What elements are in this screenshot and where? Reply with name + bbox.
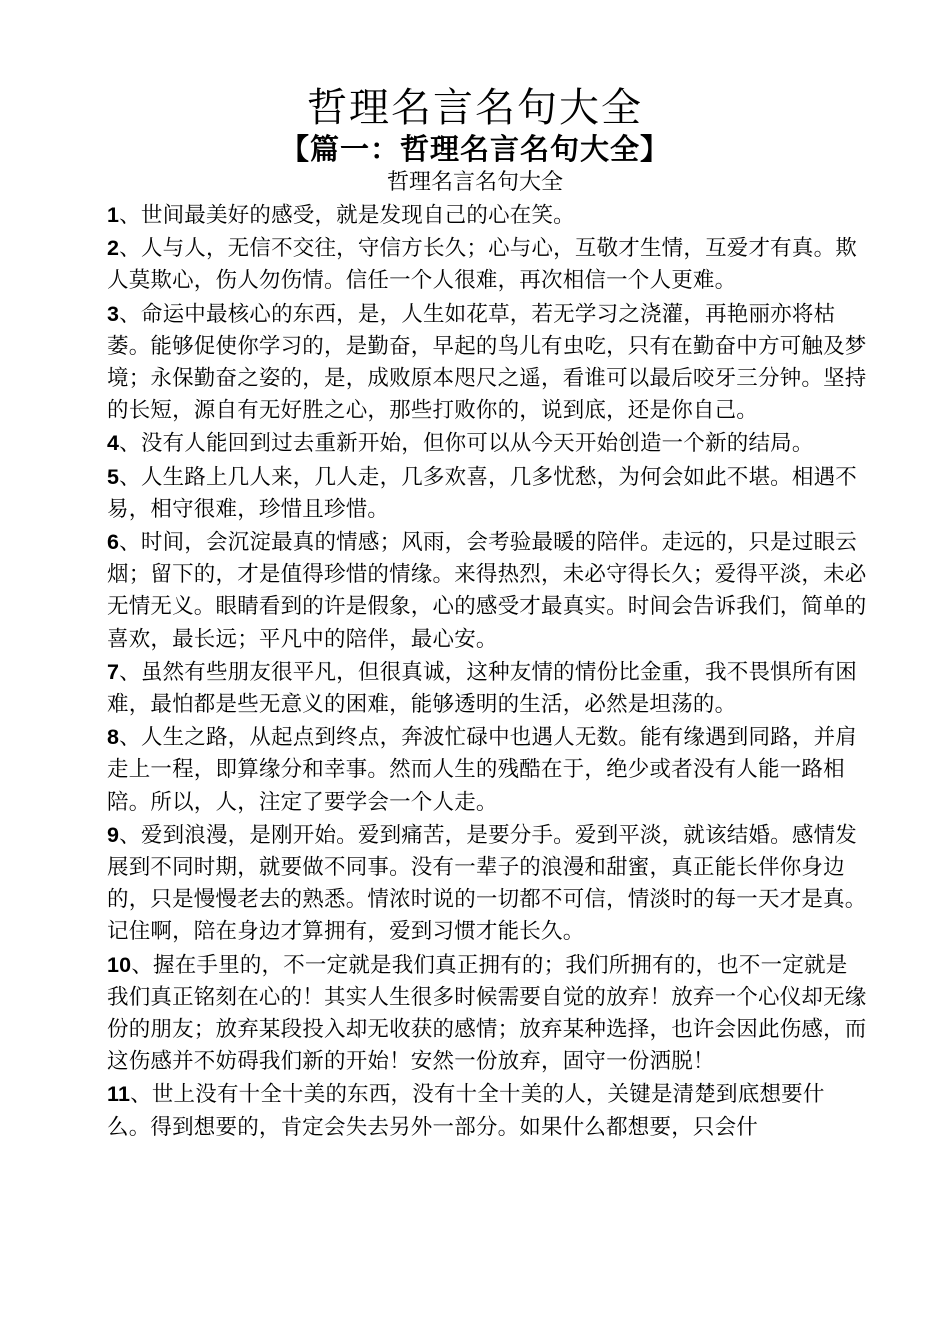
quote-text: 、命运中最核心的东西，是，人生如花草，若无学习之浇灌，再艳丽亦将枯萎。能够促使你学习的，是勤奋，早起的鸟儿有虫吃，只有在勤奋中方可触及梦境；永保勤奋之姿的，是，成败原本咫尺之遥，看谁可以最后咬牙三分钟。坚持的长短，源自有无好胜之心，那些打败你的，说到底，还是你自己。 [107,301,867,424]
quote-text: 、握在手里的，不一定就是我们真正拥有的；我们所拥有的，也不一定就是我们真正铭刻在心的！其实人生很多时候需要自觉的放弃！放弃一个心仪却无缘份的朋友；放弃某段投入却无收获的感情；放弃某种选择，也许会因此伤感，而这伤感并不妨碍我们新的开始！安然一份放弃，固守一份洒脱！ [107,952,867,1075]
quote-item-10 [107,949,867,1079]
quote-text: 、时间，会沉淀最真的情感；风雨，会考验最暖的陪伴。走远的，只是过眼云烟；留下的，才是值得珍惜的情缘。来得热烈，未必守得长久；爱得平淡，未必无情无义。眼睛看到的许是假象，心的感受才最真实。时间会告诉我们，简单的喜欢，最长远；平凡中的陪伴，最心安。 [107,530,867,652]
quote-item-11 [107,1078,867,1143]
quote-item-4 [107,427,867,460]
document-title: 哲理名言名句大全 [307,85,643,131]
quote-text: 、没有人能回到过去重新开始，但你可以从今天开始创造一个新的结局。 [119,431,814,457]
quote-number: 11 [107,1082,131,1107]
quote-text: 、爱到浪漫，是刚开始。爱到痛苦，是要分手。爱到平淡，就该结婚。感情发展到不同时期，就要做不同事。没有一辈子的浪漫和甜蜜，真正能长伴你身边的，只是慢慢老去的熟悉。情浓时说的一切都不可信，情淡时的每一天才是真。记住啊，陪在身边才算拥有，爱到习惯才能长久。 [107,822,867,945]
chapter-heading: 【篇一：哲理名言名句大全】 [279,132,670,166]
quote-text: 、虽然有些朋友很平凡，但很真诚，这种友情的情份比金重，我不畏惧所有困难，最怕都是些无意义的困难，能够透明的生活，必然是坦荡的。 [107,659,857,718]
quote-item-9 [107,819,867,949]
quote-item-6 [107,526,867,656]
quote-number: 1 [107,203,120,227]
quote-text: 、人生之路，从起点到终点，奔波忙碌中也遇人无数。能有缘遇到同路，并肩走上一程，即算缘分和幸事。然而人生的残酷在于，绝少或者没有人能一路相陪。所以，人，注定了要学会一个人走。 [107,725,857,815]
quote-text: 、世间最美好的感受，就是发现自己的心在笑。 [119,203,575,228]
quote-number: 3 [107,301,120,326]
quote-number: 5 [107,464,120,489]
quote-item-5 [107,461,867,526]
section-title: 哲理名言名句大全 [386,170,563,195]
quote-item-3 [107,298,867,428]
quote-number: 10 [107,952,132,977]
quote-number: 7 [107,659,120,684]
quote-text: 、人与人，无信不交往，守信方长久；心与心，互敬才生情，互爱才有真。欺人莫欺心，伤人勿伤情。信任一个人很难，再次相信一个人更难。 [107,236,857,294]
quote-text: 、世上没有十全十美的东西，没有十全十美的人，关键是清楚到底想要什么。得到想要的，肯定会失去另外一部分。如果什么都想要，只会什 [107,1082,825,1140]
quote-list [107,199,867,1144]
quote-item-2 [107,232,867,297]
quote-text: 、人生路上几人来，几人走，几多欢喜，几多忧愁，为何会如此不堪。相遇不易，相守很难，珍惜且珍惜。 [107,464,857,522]
quote-number: 4 [107,431,120,456]
quote-number: 2 [107,236,120,261]
quote-item-7 [107,656,867,721]
quote-item-8 [107,721,867,819]
quote-number: 8 [107,725,120,750]
quote-item-1 [107,199,867,232]
quote-number: 9 [107,822,120,847]
quote-number: 6 [107,530,120,555]
